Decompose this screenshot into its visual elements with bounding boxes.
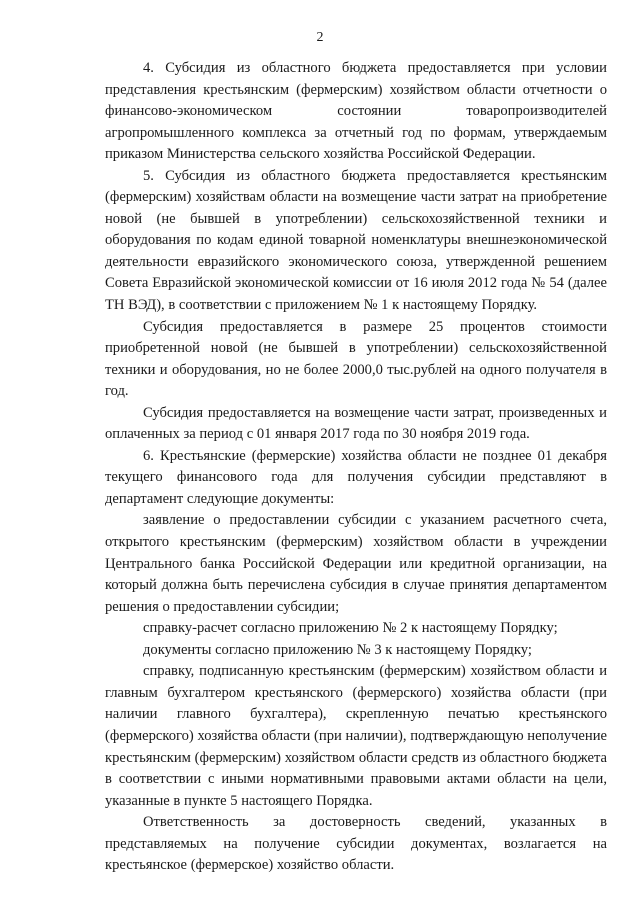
paragraph-documents: документы согласно приложению № 3 к настоящему Порядку; [143, 641, 532, 658]
paragraph-item-5: 5. Субсидия из областного бюджета предоставляется крестьянским (фермерским) хозяйствам области на возмещение части затрат на приобретение новой (не бывшей в употреблении) сельскохозяйственной техники и оборудования по кодам единой товарной номенклатуры внешнеэкономической деятельности евразийского экономического союза, утвержденной решением Совета Евразийской экономической комиссии от 16 июля 2012 года № 54 (далее ТН ВЭД), в соответствии с приложением № 1 к настоящему Порядку. [105, 167, 607, 314]
paragraph-application: заявление о предоставлении субсидии с указанием расчетного счета, открытого крестьянским (фермерским) хозяйством области в учреждении Центрального банка Российской Федерации или кредитной организации, на который должна быть перечислена субсидия в случае принятия департаментом решения о предоставлении субсидии; [105, 512, 607, 615]
paragraph-subsidy-size: Субсидия предоставляется в размере 25 процентов стоимости приобретенной новой (не бывшей в употреблении) сельскохозяйственной техники и оборудования, но не более 2000,0 тыс.рублей на одного получателя в год. [105, 318, 607, 400]
paragraph-calculation: справку-расчет согласно приложению № 2 к настоящему Порядку; [143, 620, 558, 637]
paragraph-responsibility: Ответственность за достоверность сведений, указанных в представляемых на получение субсидии документах, возлагается на крестьянское (фермерское) хозяйство области. [105, 814, 607, 874]
paragraph-item-4: 4. Субсидия из областного бюджета предоставляется при условии представления крестьянским (фермерским) хозяйством области отчетности о финансово-экономическом состоянии товаропроизводителей агропромышленного комплекса за отчетный год по формам, утверждаемым приказом Министерства сельского хозяйства Российской Федерации. [105, 60, 607, 163]
paragraph-item-6: 6. Крестьянские (фермерские) хозяйства области не позднее 01 декабря текущего финансового года для получения субсидии представляют в департамент следующие документы: [105, 447, 607, 507]
paragraph-subsidy-period: Субсидия предоставляется на возмещение части затрат, произведенных и оплаченных за период с 01 января 2017 года по 30 ноября 2019 года. [105, 404, 607, 443]
page-number: 2 [316, 30, 324, 45]
document-body [105, 58, 607, 877]
paragraph-certificate: справку, подписанную крестьянским (фермерским) хозяйством области и главным бухгалтером крестьянского (фермерского) хозяйства области (при наличии главного бухгалтера), скрепленную печатью крестьянского (фермерского) хозяйства области (при наличии), подтверждающую неполучение крестьянским (фермерским) хозяйством области средств из областного бюджета в соответствии с иными нормативными правовыми актами области на цели, указанные в пункте 5 настоящего Порядка. [105, 663, 607, 809]
